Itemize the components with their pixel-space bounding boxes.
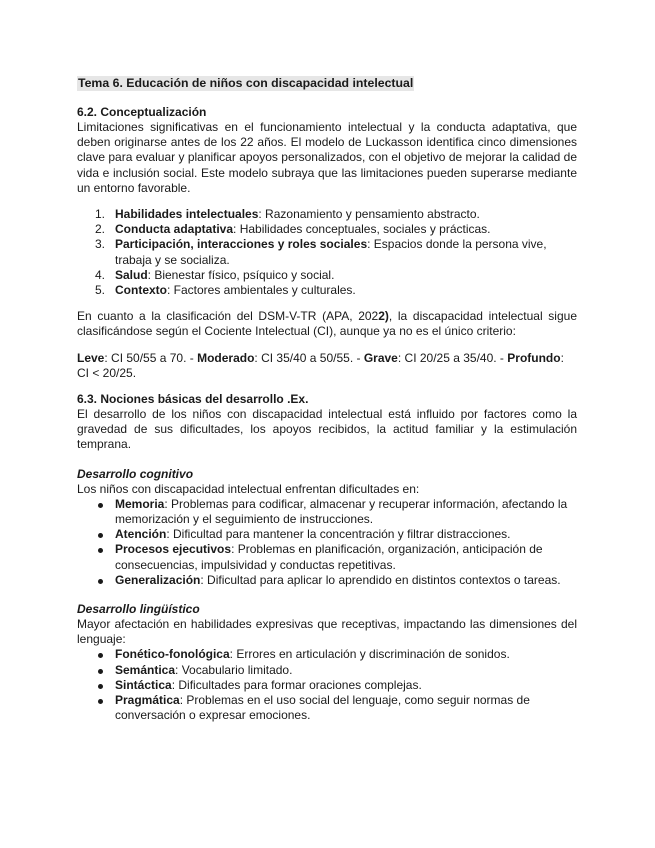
bullet-icon — [98, 503, 103, 508]
bullet-icon — [98, 533, 103, 538]
bullet-icon — [98, 548, 103, 553]
bullet-icon — [98, 669, 103, 674]
section-6-3-intro: El desarrollo de los niños con discapacidad intelectual está influido por factores como la gravedad de sus dificultades, los apoyos recibidos, la actitud familiar y la estimulación temprana. — [77, 407, 577, 452]
list-item: 5. Contexto: Factores ambientales y culturales. — [95, 283, 356, 298]
section-6-2-intro: Limitaciones significativas en el funcionamiento intelectual y la conducta adaptativa, que deben originarse antes de los 22 años. El modelo de Luckasson identifica cinco dimensiones clave para evaluar y planificar apoyos personalizados, con el objetivo de mejorar la calidad de vida e inclusión social. Este modelo subraya que las limitaciones pueden superarse mediante un entorno favorable. — [77, 120, 577, 195]
list-item: 2. Conducta adaptativa: Habilidades conceptuales, sociales y prácticas. — [95, 222, 491, 237]
bullet-icon — [98, 684, 103, 689]
list-item: Generalización: Dificultad para aplicar lo aprendido en distintos contextos o tareas. — [77, 573, 577, 588]
list-item: Atención: Dificultad para mantener la concentración y filtrar distracciones. — [77, 527, 577, 542]
list-item: 4. Salud: Bienestar físico, psíquico y social. — [95, 267, 335, 282]
linguistic-lead: Mayor afectación en habilidades expresivas que receptivas, impactando las dimensiones del lenguaje: — [77, 617, 577, 647]
section-6-3-heading: 6.3. Nociones básicas del desarrollo .Ex. — [77, 392, 309, 407]
list-item: 1. Habilidades intelectuales: Razonamiento y pensamiento abstracto. — [95, 207, 480, 222]
list-item: Fonético-fonológica: Errores en articulación y discriminación de sonidos. — [77, 647, 577, 662]
list-item: Sintáctica: Dificultades para formar oraciones complejas. — [77, 678, 577, 693]
bullet-icon — [98, 699, 103, 704]
list-item: Memoria: Problemas para codificar, almacenar y recuperar información, afectando la memorización y el seguimiento de instrucciones. — [77, 497, 577, 527]
cognitive-lead: Los niños con discapacidad intelectual enfrentan dificultades en: — [77, 481, 420, 496]
cognitive-list — [77, 497, 577, 588]
ci-levels-paragraph: Leve: CI 50/55 a 70. - Moderado: CI 35/40 a 50/55. - Grave: CI 20/25 a 35/40. - Profundo: CI < 20/25. — [77, 350, 564, 380]
list-item: Procesos ejecutivos: Problemas en planificación, organización, anticipación de consecuencias, impulsividad y conductas repetitivas. — [77, 542, 577, 572]
document-title: Tema 6. Educación de niños con discapacidad intelectual — [78, 76, 414, 90]
list-item: 3. Participación, interacciones y roles sociales: Espacios donde la persona vive, trabaja y se socializa. — [95, 237, 547, 267]
dsm-paragraph: En cuanto a la clasificación del DSM-V-TR (APA, 2022), la discapacidad intelectual sigue clasificándose según el Cociente Intelectual (CI), aunque ya no es el único criterio: — [77, 309, 577, 339]
list-item: Pragmática: Problemas en el uso social del lenguaje, como seguir normas de conversación o expresar emociones. — [77, 693, 577, 723]
linguistic-list — [77, 647, 577, 723]
cognitive-heading: Desarrollo cognitivo — [77, 466, 194, 481]
list-item: Semántica: Vocabulario limitado. — [77, 663, 577, 678]
bullet-icon — [98, 653, 103, 658]
section-6-2-heading: 6.2. Conceptualización — [77, 105, 207, 119]
bullet-icon — [98, 579, 103, 584]
dimensions-list — [77, 207, 577, 298]
linguistic-heading: Desarrollo lingüístico — [77, 602, 200, 617]
